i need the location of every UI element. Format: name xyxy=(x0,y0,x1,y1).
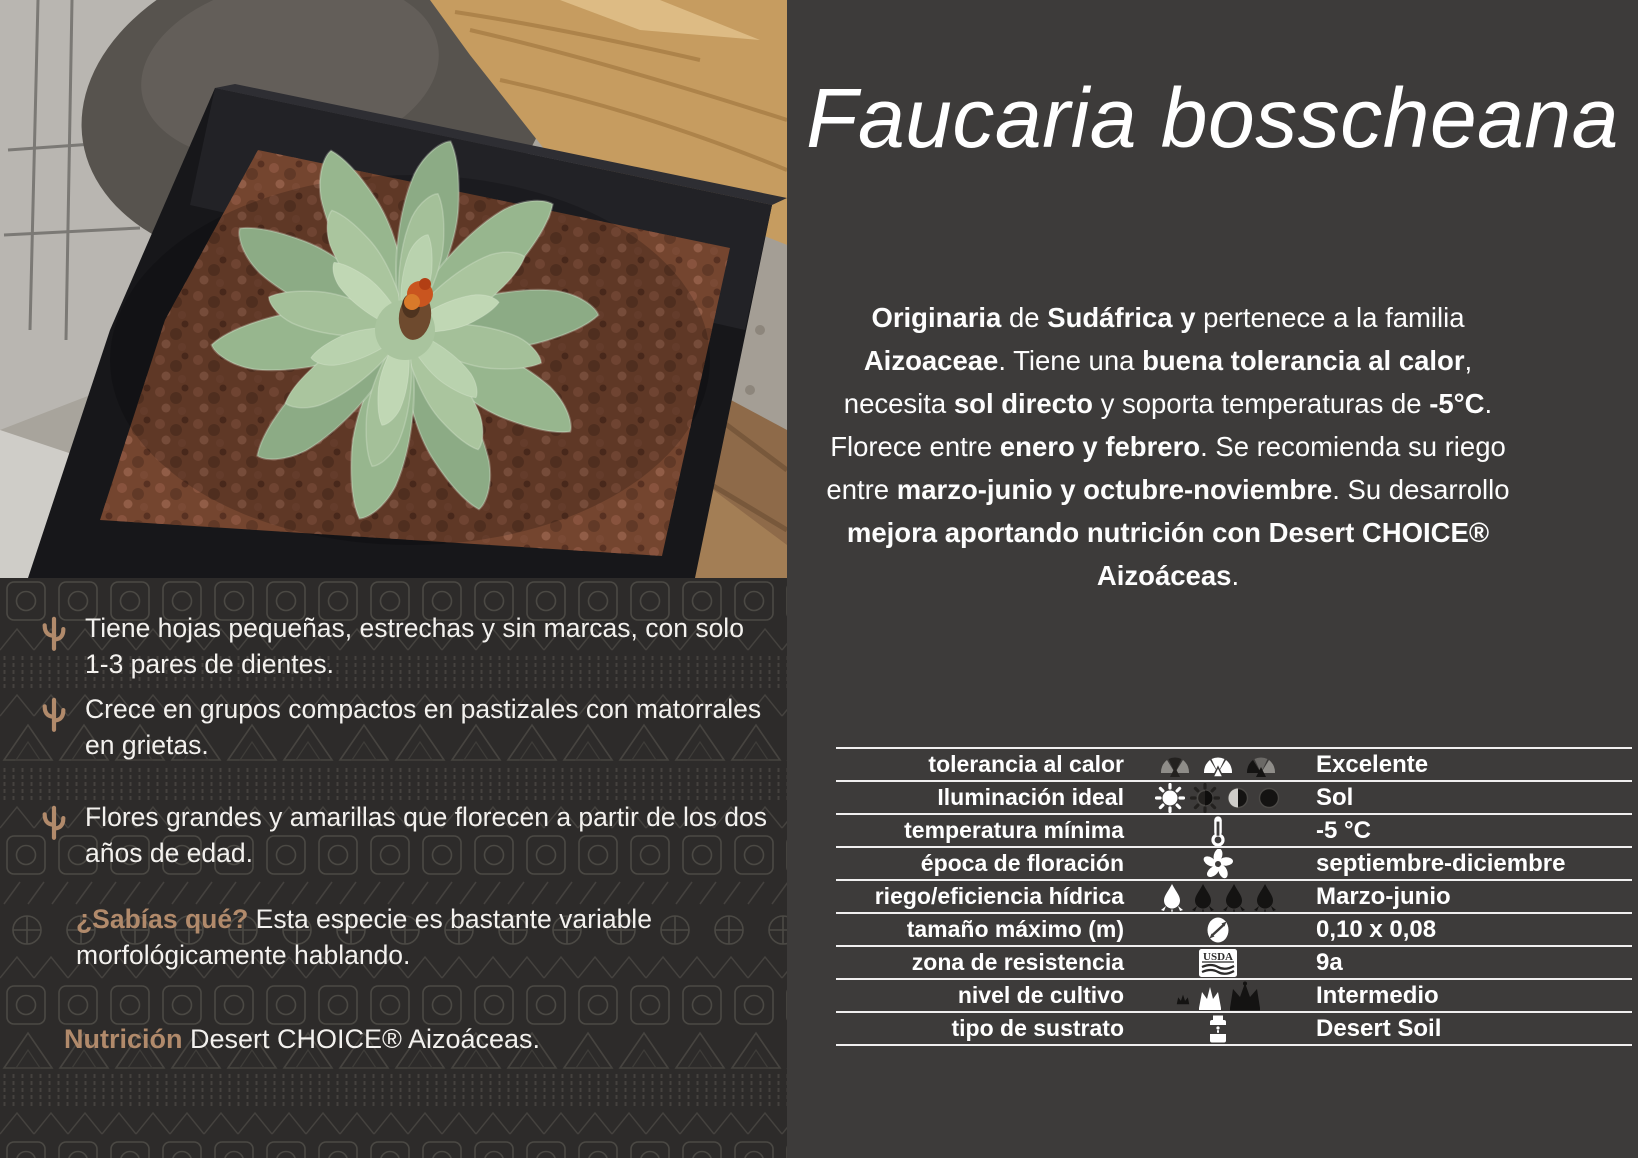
info-panel xyxy=(787,0,1638,1158)
intro-bold: Sudáfrica y xyxy=(1047,302,1196,333)
row-label: época de floración xyxy=(920,850,1124,876)
row-value: Excelente xyxy=(1316,750,1429,778)
table-row-min-temperature xyxy=(836,813,1632,846)
flower-icon xyxy=(1203,849,1233,879)
nutrition-text: Desert CHOICE® Aizoáceas. xyxy=(182,1024,541,1054)
heat-gauge-low-icon xyxy=(1156,751,1194,778)
heat-gauge-icons xyxy=(1136,751,1300,778)
sun-scale-icons xyxy=(1136,783,1300,813)
intro-text: . Florece entre xyxy=(830,388,1493,462)
row-label: riego/eficiencia hídrica xyxy=(874,883,1124,909)
intro-paragraph xyxy=(823,296,1513,597)
substrate-icon-cell xyxy=(1136,1014,1300,1044)
intro-bold: Aizoaceae xyxy=(863,345,999,376)
row-label: temperatura mínima xyxy=(904,817,1124,843)
crown-large-icon xyxy=(1228,981,1262,1011)
facts-panel xyxy=(0,578,787,1158)
intro-bold: enero y febrero xyxy=(999,431,1201,462)
intro-text: , necesita xyxy=(843,345,1473,419)
row-value: Sol xyxy=(1316,783,1354,811)
intro-text: . Su desarrollo xyxy=(1332,474,1510,505)
row-value: 9a xyxy=(1316,948,1343,976)
cactus-bullet-icon xyxy=(40,691,72,763)
intro-bold: mejora aportando nutrición con Desert CHOICE® Aizoáceas xyxy=(846,517,1490,591)
fact-text: Flores grandes y amarillas que florecen a partir de los dos años de edad. xyxy=(85,802,767,868)
nutrition-note xyxy=(64,1021,771,1057)
full-sun-icon xyxy=(1155,783,1185,813)
did-you-know-label: ¿Sabías qué? xyxy=(76,904,249,934)
heat-gauge-selected-icon xyxy=(1199,751,1237,778)
cactus-bullet-icon xyxy=(40,799,72,871)
table-row-substrate xyxy=(836,1011,1632,1046)
table-row-heat-tolerance xyxy=(836,747,1632,780)
heat-gauge-high-icon xyxy=(1242,751,1280,778)
water-drop-icon xyxy=(1221,882,1247,912)
table-row-watering xyxy=(836,879,1632,912)
full-shade-icon xyxy=(1256,783,1282,813)
crown-small-icon xyxy=(1174,982,1192,1010)
usda-icon-cell xyxy=(1136,947,1300,979)
intro-text: . Se recomienda su riego entre xyxy=(826,431,1506,505)
did-you-know xyxy=(76,901,771,973)
intro-text: y soporta temperaturas de xyxy=(1092,388,1430,419)
row-value: Marzo-junio xyxy=(1316,882,1451,910)
row-label: Iluminación ideal xyxy=(937,784,1124,810)
fact-bullet xyxy=(40,610,771,682)
row-label: tamaño máximo (m) xyxy=(906,916,1124,942)
diameter-icon xyxy=(1204,915,1232,945)
flower-icon-cell xyxy=(1136,849,1300,879)
row-label: tipo de sustrato xyxy=(951,1015,1124,1041)
table-row-hardiness-zone xyxy=(836,945,1632,978)
did-you-know-text: Esta especie es bastante variable morfológicamente hablando. xyxy=(76,904,652,970)
water-drop-icon xyxy=(1252,882,1278,912)
crown-icons xyxy=(1136,981,1300,1011)
row-value: Intermedio xyxy=(1316,981,1439,1009)
fact-bullet-list xyxy=(40,610,771,871)
plant-care-table xyxy=(836,747,1632,1046)
half-shade-icon xyxy=(1225,783,1251,813)
intro-bold: buena tolerancia al calor xyxy=(1142,345,1465,376)
row-value: Desert Soil xyxy=(1316,1014,1442,1042)
intro-text: . xyxy=(1231,560,1240,591)
row-label: tolerancia al calor xyxy=(928,751,1124,777)
row-value: 0,10 x 0,08 xyxy=(1316,915,1437,943)
table-row-bloom-season xyxy=(836,846,1632,879)
nutrition-label: Nutrición xyxy=(64,1024,183,1054)
water-drop-icon xyxy=(1190,882,1216,912)
cactus-bullet-icon xyxy=(40,610,72,682)
row-label: zona de resistencia xyxy=(911,949,1124,975)
fact-text: Tiene hojas pequeñas, estrechas y sin marcas, con solo 1-3 pares de dientes. xyxy=(85,613,744,679)
fact-bullet xyxy=(40,799,771,871)
water-drop-selected-icon xyxy=(1159,882,1185,912)
table-row-light xyxy=(836,780,1632,813)
thermometer-icon-cell xyxy=(1136,815,1300,847)
row-value: -5 °C xyxy=(1316,816,1371,844)
thermometer-icon xyxy=(1209,815,1227,847)
usda-text: USDA xyxy=(1203,950,1233,963)
fact-bullet xyxy=(40,691,771,763)
plant-name-title: Faucaria bosscheana xyxy=(806,71,1619,165)
intro-bold: Originaria xyxy=(871,302,1002,333)
intro-text: de xyxy=(1001,302,1048,333)
table-row-skill-level xyxy=(836,978,1632,1011)
intro-bold: sol directo xyxy=(953,388,1093,419)
diameter-icon-cell xyxy=(1136,915,1300,945)
partial-sun-icon xyxy=(1190,783,1220,813)
table-row-max-size xyxy=(836,912,1632,945)
crown-medium-selected-icon xyxy=(1197,982,1223,1010)
row-label: nivel de cultivo xyxy=(957,982,1124,1008)
intro-text: pertenece a la familia xyxy=(1195,302,1465,333)
intro-text: . Tiene una xyxy=(998,345,1143,376)
intro-bold: -5°C xyxy=(1429,388,1485,419)
intro-bold: marzo-junio y octubre-noviembre xyxy=(896,474,1333,505)
plant-photo xyxy=(0,0,787,578)
row-value: septiembre-diciembre xyxy=(1316,849,1566,877)
fact-text: Crece en grupos compactos en pastizales con matorrales en grietas. xyxy=(85,694,762,760)
water-drop-icons xyxy=(1136,882,1300,912)
substrate-bag-icon xyxy=(1206,1014,1230,1044)
usda-logo-icon xyxy=(1197,947,1239,979)
